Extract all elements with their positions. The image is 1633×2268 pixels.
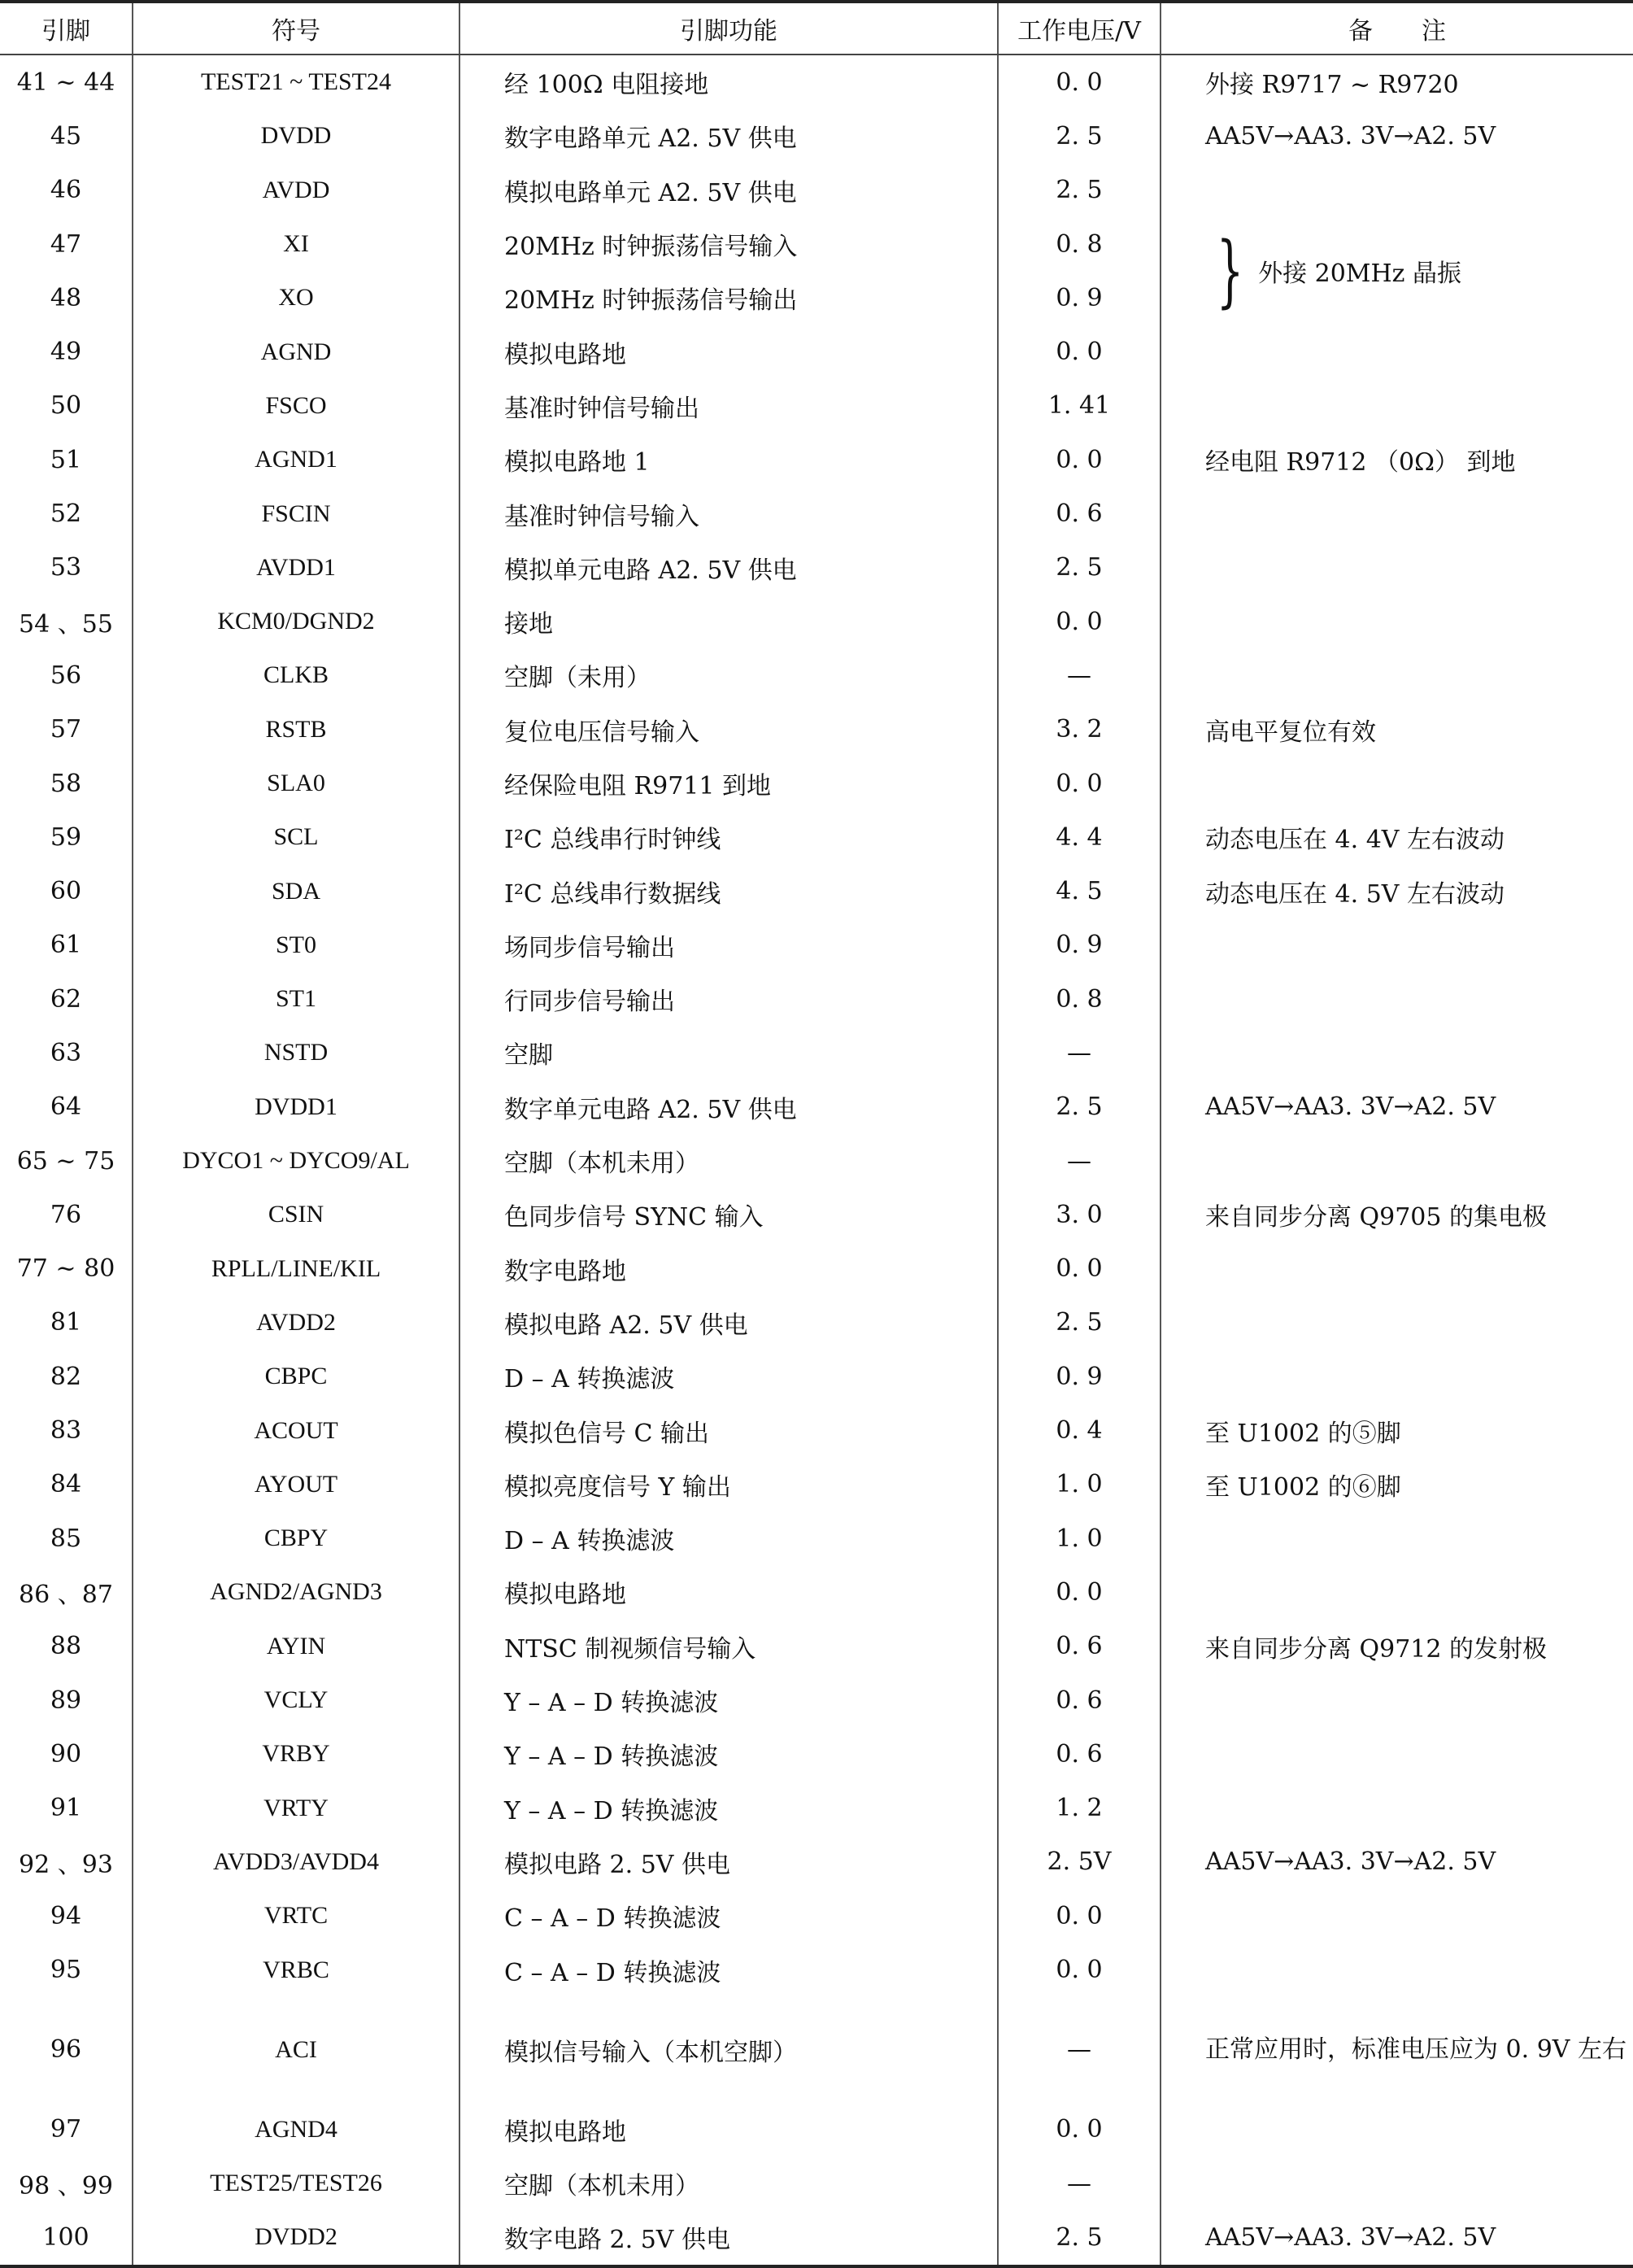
function-cell: C – A – D 转换滤波 [459, 1943, 998, 1996]
voltage-cell: 0. 0 [998, 1943, 1161, 1996]
voltage-cell: — [998, 1026, 1161, 1079]
function-cell: 模拟信号输入（本机空脚） [459, 1997, 998, 2103]
function-cell: 基准时钟信号输出 [459, 379, 998, 433]
header-pin: 引脚 [0, 2, 133, 55]
function-cell: 空脚 [459, 1026, 998, 1079]
voltage-cell: 0. 0 [998, 55, 1161, 109]
note-cell [1161, 1026, 1633, 1079]
voltage-cell: 0. 9 [998, 1350, 1161, 1403]
pin-cell: 63 [50, 1038, 82, 1067]
note-cell [1161, 2157, 1633, 2210]
function-cell: Y – A – D 转换滤波 [459, 1673, 998, 1727]
function-cell: Y – A – D 转换滤波 [459, 1782, 998, 1835]
symbol-cell: DVDD1 [133, 1080, 459, 1134]
symbol-cell: XI [133, 217, 459, 271]
note-cell: AA5V→AA3. 3V→A2. 5V [1161, 1080, 1633, 1134]
table-row [0, 1080, 1633, 1134]
function-cell: 色同步信号 SYNC 输入 [459, 1188, 998, 1241]
crystal-note-text: 外接 20MHz 晶振 [1258, 260, 1462, 289]
pin-cell: 62 [50, 984, 82, 1014]
table-row [0, 757, 1633, 810]
voltage-cell: 3. 2 [998, 703, 1161, 757]
voltage-cell: 0. 6 [998, 1727, 1161, 1781]
voltage-cell: 0. 0 [998, 2103, 1161, 2157]
table-row [0, 2157, 1633, 2210]
function-cell: 空脚（本机未用） [459, 2157, 998, 2210]
voltage-cell: 0. 0 [998, 1565, 1161, 1619]
pin-cell: 47 [50, 229, 82, 259]
pin-cell: 91 [50, 1794, 82, 1823]
voltage-cell: 1. 2 [998, 1782, 1161, 1835]
pin-cell: 98 、99 [19, 2172, 113, 2201]
symbol-cell: ST1 [133, 972, 459, 1026]
function-cell: 场同步信号输出 [459, 918, 998, 972]
pin-cell: 64 [50, 1093, 82, 1122]
pin-cell: 45 [50, 121, 82, 150]
function-cell: Y – A – D 转换滤波 [459, 1727, 998, 1781]
voltage-cell: 2. 5 [998, 109, 1161, 163]
voltage-cell: — [998, 648, 1161, 702]
voltage-cell: 2. 5 [998, 1296, 1161, 1350]
note-cell [1161, 648, 1633, 702]
table-row [0, 325, 1633, 378]
function-cell: 经 100Ω 电阻接地 [459, 55, 998, 109]
function-cell: I²C 总线串行时钟线 [459, 810, 998, 864]
note-cell [1161, 1350, 1633, 1403]
table-row [0, 486, 1633, 540]
note-cell: 高电平复位有效 [1161, 703, 1633, 757]
symbol-cell: AGND1 [133, 433, 459, 486]
function-cell: 接地 [459, 595, 998, 648]
pin-cell: 57 [50, 715, 82, 744]
pin-cell: 77 ~ 80 [16, 1254, 115, 1284]
table-row [0, 1242, 1633, 1296]
note-cell [1161, 972, 1633, 1026]
table-row [0, 918, 1633, 972]
table-row [0, 648, 1633, 702]
symbol-cell: VRBC [133, 1943, 459, 1996]
pin-cell: 41 ~ 44 [16, 68, 115, 97]
voltage-cell: 0. 0 [998, 1242, 1161, 1296]
table-row [0, 1997, 1633, 2103]
voltage-cell: 3. 0 [998, 1188, 1161, 1241]
table-row [0, 433, 1633, 486]
table-row [0, 1782, 1633, 1835]
function-cell: 20MHz 时钟振荡信号输入 [459, 217, 998, 271]
note-cell: 来自同步分离 Q9705 的集电极 [1161, 1188, 1633, 1241]
symbol-cell: AYOUT [133, 1458, 459, 1511]
function-cell: 模拟亮度信号 Y 输出 [459, 1458, 998, 1511]
voltage-cell: 0. 6 [998, 486, 1161, 540]
pin-cell: 83 [50, 1416, 82, 1446]
table-row [0, 1296, 1633, 1350]
note-cell: 外接 R9717 ~ R9720 [1161, 55, 1633, 109]
header-note: 备 注 [1161, 2, 1633, 55]
pin-cell: 94 [50, 1901, 82, 1930]
table-header-row [0, 2, 1633, 55]
note-cell [1161, 1565, 1633, 1619]
function-cell: 数字电路地 [459, 1242, 998, 1296]
table-body [0, 55, 1633, 2266]
pin-cell: 85 [50, 1524, 82, 1553]
function-cell: 模拟色信号 C 输出 [459, 1403, 998, 1457]
pin-cell: 76 [50, 1200, 82, 1229]
table-row [0, 2103, 1633, 2157]
symbol-cell: ACOUT [133, 1403, 459, 1457]
note-cell [1161, 541, 1633, 595]
note-cell [1161, 164, 1633, 217]
pin-cell: 51 [50, 445, 82, 474]
symbol-cell: AVDD [133, 164, 459, 217]
symbol-cell: VRBY [133, 1727, 459, 1781]
voltage-cell: 2. 5 [998, 164, 1161, 217]
note-cell: 经电阻 R9712 （0Ω） 到地 [1161, 433, 1633, 486]
symbol-cell: FSCIN [133, 486, 459, 540]
function-cell: 模拟电路 A2. 5V 供电 [459, 1296, 998, 1350]
symbol-cell: VRTY [133, 1782, 459, 1835]
symbol-cell: XO [133, 271, 459, 325]
note-cell: 至 U1002 的⑤脚 [1161, 1403, 1633, 1457]
voltage-cell: 0. 0 [998, 433, 1161, 486]
symbol-cell: AVDD1 [133, 541, 459, 595]
pin-cell: 97 [50, 2115, 82, 2144]
symbol-cell: NSTD [133, 1026, 459, 1079]
symbol-cell: AVDD2 [133, 1296, 459, 1350]
symbol-cell: SDA [133, 864, 459, 918]
pin-cell: 59 [50, 822, 82, 852]
function-cell: 数字单元电路 A2. 5V 供电 [459, 1080, 998, 1134]
function-cell: 复位电压信号输入 [459, 703, 998, 757]
note-cell [1161, 1673, 1633, 1727]
voltage-cell: 1. 0 [998, 1458, 1161, 1511]
voltage-cell: 0. 4 [998, 1403, 1161, 1457]
table-row [0, 972, 1633, 1026]
symbol-cell: AGND4 [133, 2103, 459, 2157]
table-row [0, 1403, 1633, 1457]
voltage-cell: 0. 9 [998, 271, 1161, 325]
symbol-cell: VCLY [133, 1673, 459, 1727]
note-cell [1161, 1242, 1633, 1296]
table-row [0, 1620, 1633, 1673]
table-row [0, 595, 1633, 648]
note-cell [1161, 918, 1633, 972]
symbol-cell: DVDD [133, 109, 459, 163]
pin-cell: 58 [50, 769, 82, 798]
note-cell: AA5V→AA3. 3V→A2. 5V [1161, 2210, 1633, 2266]
symbol-cell: RPLL/LINE/KIL [133, 1242, 459, 1296]
right-brace-icon: } [1216, 225, 1244, 317]
table-row [0, 1565, 1633, 1619]
function-cell: 经保险电阻 R9711 到地 [459, 757, 998, 810]
pin-cell: 89 [50, 1686, 82, 1715]
table-row [0, 1727, 1633, 1781]
symbol-cell: CLKB [133, 648, 459, 702]
note-cell: AA5V→AA3. 3V→A2. 5V [1161, 1835, 1633, 1889]
note-cell: 来自同步分离 Q9712 的发射极 [1161, 1620, 1633, 1673]
note-cell: 正常应用时，标准电压应为 0. 9V 左右 [1161, 1997, 1633, 2103]
voltage-cell: 4. 5 [998, 864, 1161, 918]
note-cell-crystal [1161, 217, 1633, 325]
note-cell: AA5V→AA3. 3V→A2. 5V [1161, 109, 1633, 163]
note-cell [1161, 595, 1633, 648]
function-cell: 空脚（本机未用） [459, 1134, 998, 1188]
voltage-cell: 0. 0 [998, 595, 1161, 648]
symbol-cell: AVDD3/AVDD4 [133, 1835, 459, 1889]
function-cell: 数字电路 2. 5V 供电 [459, 2210, 998, 2266]
table-row [0, 810, 1633, 864]
voltage-cell: 2. 5V [998, 1835, 1161, 1889]
table-row [0, 1511, 1633, 1565]
function-cell: 数字电路单元 A2. 5V 供电 [459, 109, 998, 163]
note-cell [1161, 1889, 1633, 1943]
symbol-cell: CSIN [133, 1188, 459, 1241]
voltage-cell: 0. 6 [998, 1673, 1161, 1727]
voltage-cell: 1. 41 [998, 379, 1161, 433]
pin-cell: 96 [50, 2035, 82, 2065]
table-row [0, 164, 1633, 217]
function-cell: 基准时钟信号输入 [459, 486, 998, 540]
note-cell [1161, 1727, 1633, 1781]
table-row [0, 1673, 1633, 1727]
voltage-cell: — [998, 1134, 1161, 1188]
symbol-cell: DVDD2 [133, 2210, 459, 2266]
note-cell [1161, 1782, 1633, 1835]
symbol-cell: VRTC [133, 1889, 459, 1943]
symbol-cell: FSCO [133, 379, 459, 433]
table-row [0, 379, 1633, 433]
pin-cell: 61 [50, 931, 82, 960]
pin-cell: 84 [50, 1470, 82, 1499]
voltage-cell: 4. 4 [998, 810, 1161, 864]
table-row [0, 2210, 1633, 2266]
table-row [0, 1026, 1633, 1079]
symbol-cell: ST0 [133, 918, 459, 972]
function-cell: 模拟电路单元 A2. 5V 供电 [459, 164, 998, 217]
symbol-cell: RSTB [133, 703, 459, 757]
pin-cell: 100 [0, 2210, 133, 2266]
function-cell: 模拟电路地 [459, 2103, 998, 2157]
voltage-cell: 0. 0 [998, 325, 1161, 378]
table-row [0, 217, 1633, 271]
pin-cell: 50 [50, 391, 82, 421]
function-cell: 模拟电路地 [459, 1565, 998, 1619]
table-row [0, 1835, 1633, 1889]
pin-cell: 46 [50, 176, 82, 205]
header-function: 引脚功能 [459, 2, 998, 55]
pin-cell: 56 [50, 661, 82, 690]
symbol-cell: TEST25/TEST26 [133, 2157, 459, 2210]
voltage-cell: 2. 5 [998, 1080, 1161, 1134]
voltage-cell: 0. 9 [998, 918, 1161, 972]
voltage-cell: 1. 0 [998, 1511, 1161, 1565]
table-row [0, 1188, 1633, 1241]
table-row [0, 703, 1633, 757]
note-cell: 至 U1002 的⑥脚 [1161, 1458, 1633, 1511]
symbol-cell: AGND [133, 325, 459, 378]
note-cell [1161, 1943, 1633, 1996]
voltage-cell: 0. 0 [998, 1889, 1161, 1943]
symbol-cell: AGND2/AGND3 [133, 1565, 459, 1619]
pin-cell: 92 、93 [19, 1850, 113, 1879]
header-voltage: 工作电压/V [998, 2, 1161, 55]
pin-cell: 86 、87 [19, 1581, 113, 1610]
symbol-cell: CBPY [133, 1511, 459, 1565]
function-cell: 模拟电路地 [459, 325, 998, 378]
pin-cell: 48 [50, 283, 82, 312]
table-row [0, 1458, 1633, 1511]
pin-cell: 49 [50, 338, 82, 367]
function-cell: NTSC 制视频信号输入 [459, 1620, 998, 1673]
table-row [0, 541, 1633, 595]
pin-cell: 52 [50, 499, 82, 529]
pin-cell: 95 [50, 1956, 82, 1985]
symbol-cell: SLA0 [133, 757, 459, 810]
crystal-note-group [1205, 225, 1462, 317]
pin-cell: 82 [50, 1362, 82, 1391]
pin-cell: 60 [50, 877, 82, 906]
note-cell [1161, 1134, 1633, 1188]
symbol-cell: KCM0/DGND2 [133, 595, 459, 648]
table-row [0, 1943, 1633, 1996]
function-cell: 空脚（未用） [459, 648, 998, 702]
symbol-cell: DYCO1 ~ DYCO9/AL [133, 1134, 459, 1188]
table-row [0, 109, 1633, 163]
pin-cell: 65 ~ 75 [16, 1146, 115, 1175]
voltage-cell: 0. 8 [998, 217, 1161, 271]
symbol-cell: SCL [133, 810, 459, 864]
function-cell: 模拟单元电路 A2. 5V 供电 [459, 541, 998, 595]
note-cell [1161, 1296, 1633, 1350]
note-cell [1161, 379, 1633, 433]
function-cell: D – A 转换滤波 [459, 1350, 998, 1403]
pin-cell: 81 [50, 1308, 82, 1337]
table-row [0, 864, 1633, 918]
voltage-cell: 0. 8 [998, 972, 1161, 1026]
pin-cell: 88 [50, 1632, 82, 1661]
table-row [0, 1350, 1633, 1403]
symbol-cell: AYIN [133, 1620, 459, 1673]
function-cell: D – A 转换滤波 [459, 1511, 998, 1565]
note-cell [1161, 325, 1633, 378]
table-row [0, 55, 1633, 109]
symbol-cell: ACI [133, 1997, 459, 2103]
table-row [0, 1889, 1633, 1943]
note-cell: 动态电压在 4. 5V 左右波动 [1161, 864, 1633, 918]
function-cell: 模拟电路 2. 5V 供电 [459, 1835, 998, 1889]
function-cell: 行同步信号输出 [459, 972, 998, 1026]
header-symbol: 符号 [133, 2, 459, 55]
symbol-cell: TEST21 ~ TEST24 [133, 55, 459, 109]
note-cell [1161, 1511, 1633, 1565]
symbol-cell: CBPC [133, 1350, 459, 1403]
note-cell [1161, 757, 1633, 810]
voltage-cell: — [998, 1997, 1161, 2103]
voltage-cell: 2. 5 [998, 2210, 1161, 2266]
note-cell [1161, 486, 1633, 540]
pin-cell: 90 [50, 1739, 82, 1769]
voltage-cell: 0. 6 [998, 1620, 1161, 1673]
note-cell: 动态电压在 4. 4V 左右波动 [1161, 810, 1633, 864]
note-cell [1161, 2103, 1633, 2157]
voltage-cell: — [998, 2157, 1161, 2210]
pin-cell: 54 、55 [19, 610, 113, 639]
table-row [0, 1134, 1633, 1188]
function-cell: 模拟电路地 1 [459, 433, 998, 486]
function-cell: C – A – D 转换滤波 [459, 1889, 998, 1943]
function-cell: 20MHz 时钟振荡信号输出 [459, 271, 998, 325]
voltage-cell: 2. 5 [998, 541, 1161, 595]
voltage-cell: 0. 0 [998, 757, 1161, 810]
function-cell: I²C 总线串行数据线 [459, 864, 998, 918]
pin-cell: 53 [50, 553, 82, 582]
